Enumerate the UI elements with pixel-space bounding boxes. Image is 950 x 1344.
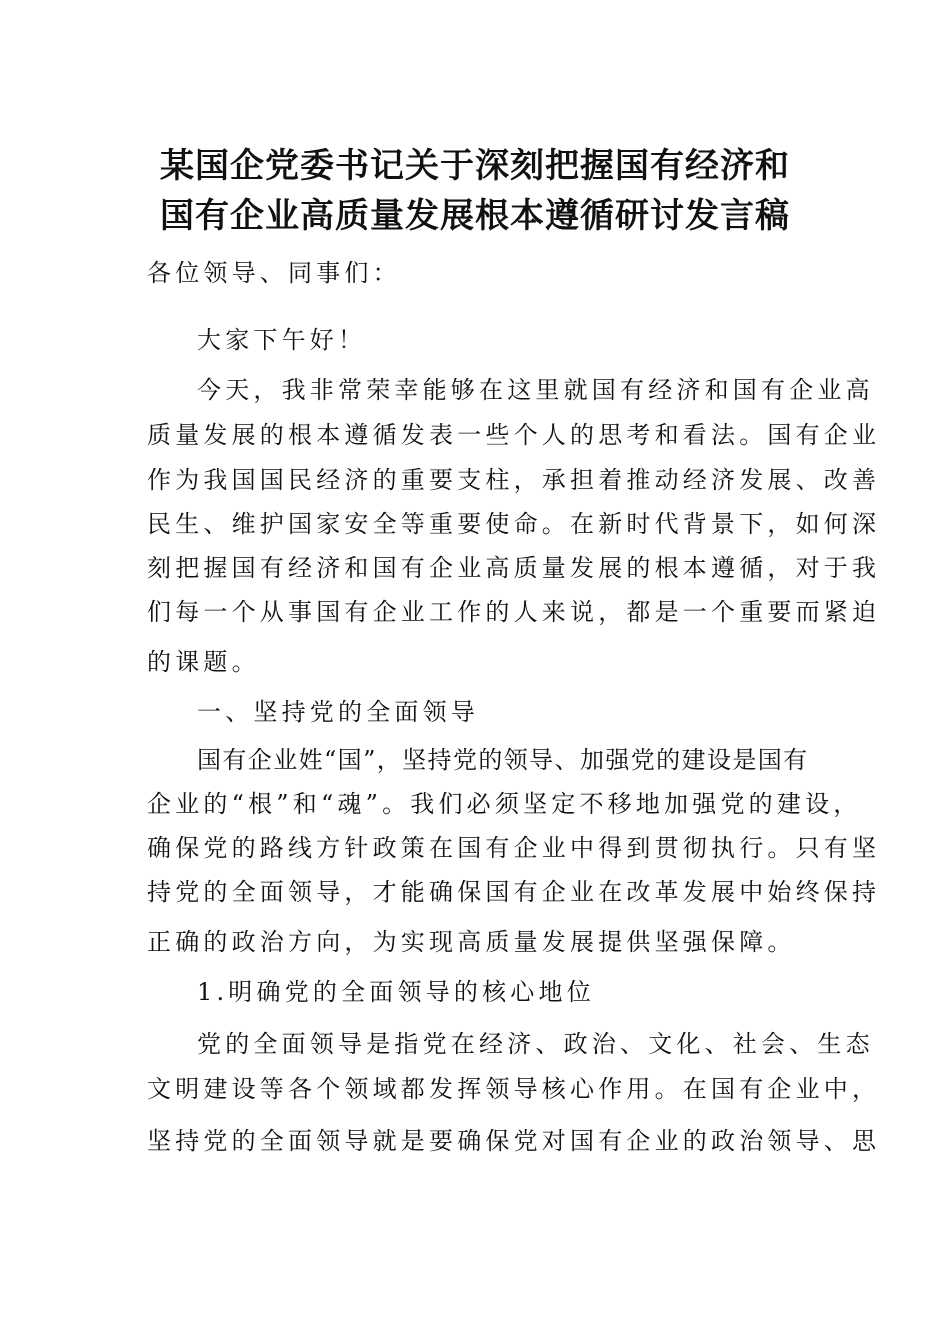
paragraph-1-line: 质量发展的根本遵循发表一些个人的思考和看法。国有企业 <box>147 421 881 449</box>
paragraph-3-line: 文明建设等各个领域都发挥领导核心作用。在国有企业中， <box>147 1075 881 1103</box>
paragraph-1-line: 的课题。 <box>147 648 260 676</box>
paragraph-2-line: 企业的“根”和“魂”。我们必须坚定不移地加强党的建设， <box>147 790 862 818</box>
paragraph-1-line: 们每一个从事国有企业工作的人来说，都是一个重要而紧迫 <box>147 598 881 626</box>
document-title-line-1: 某国企党委书记关于深刻把握国有经济和 <box>160 146 790 186</box>
paragraph-1-line: 刻把握国有经济和国有企业高质量发展的根本遵循，对于我 <box>147 554 881 582</box>
paragraph-2-line: 国有企业姓“国”，坚持党的领导、加强党的建设是国有 <box>197 746 809 774</box>
salutation: 各位领导、同事们： <box>147 259 401 287</box>
paragraph-1-line: 民生、维护国家安全等重要使命。在新时代背景下，如何深 <box>147 510 881 538</box>
greeting: 大家下午好！ <box>197 326 367 354</box>
paragraph-1-line: 今天，我非常荣幸能够在这里就国有经济和国有企业高 <box>197 376 874 404</box>
paragraph-2-line: 正确的政治方向，为实现高质量发展提供坚强保障。 <box>147 928 796 956</box>
paragraph-2-line: 持党的全面领导，才能确保国有企业在改革发展中始终保持 <box>147 878 881 906</box>
paragraph-3-line: 坚持党的全面领导就是要确保党对国有企业的政治领导、思 <box>147 1127 881 1155</box>
document-title-line-2: 国有企业高质量发展根本遵循研讨发言稿 <box>160 196 790 236</box>
paragraph-3-line: 党的全面领导是指党在经济、政治、文化、社会、生态 <box>197 1030 874 1058</box>
paragraph-2-line: 确保党的路线方针政策在国有企业中得到贯彻执行。只有坚 <box>147 834 881 862</box>
paragraph-1-line: 作为我国国民经济的重要支柱，承担着推动经济发展、改善 <box>147 466 881 494</box>
subsection-1-heading: 1.明确党的全面领导的核心地位 <box>197 978 595 1006</box>
section-1-heading: 一、坚持党的全面领导 <box>197 698 479 726</box>
